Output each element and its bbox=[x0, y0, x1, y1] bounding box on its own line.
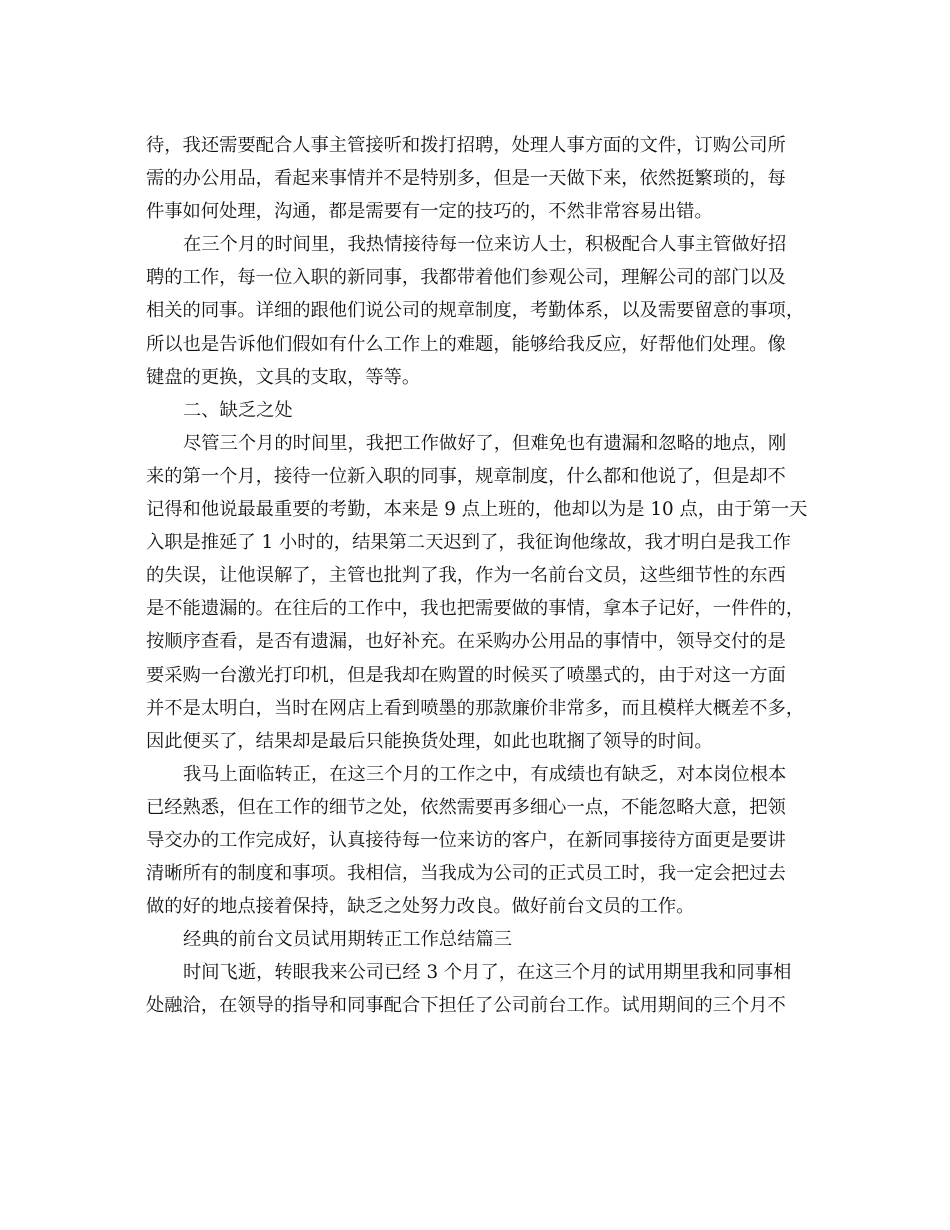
paragraph-line: 来的第一个月，接待一位新入职的同事，规章制度，什么都和他说了，但是却不 bbox=[146, 465, 786, 487]
paragraph-line: 件事如何处理，沟通，都是需要有一定的技巧的，不然非常容易出错。 bbox=[146, 201, 713, 223]
paragraph-line: 做的好的地点接着保持，缺乏之处努力改良。做好前台文员的工作。 bbox=[146, 896, 695, 918]
paragraph-line: 需的办公用品，看起来事情并不是特别多，但是一天做下来，依然挺繁琐的，每 bbox=[146, 168, 786, 190]
paragraph-line: 并不是太明白，当时在网店上看到喷墨的那款廉价非常多，而且模样大概差不多， bbox=[146, 697, 805, 719]
paragraph-line: 入职是推延了 1 小时的，结果第二天迟到了，我征询他缘故，我才明白是我工作 bbox=[146, 532, 791, 554]
paragraph-line: 在三个月的时间里，我热情接待每一位来访人士，积极配合人事主管做好招 bbox=[183, 234, 787, 256]
paragraph-line: 待，我还需要配合人事主管接听和拨打招聘，处理人事方面的文件，订购公司所 bbox=[146, 135, 786, 156]
paragraph-line: 按顺序查看，是否有遗漏，也好补充。在采购办公用品的事情中，领导交付的是 bbox=[146, 631, 786, 653]
paragraph-line: 记得和他说最最重要的考勤，本来是 9 点上班的，他却以为是 10 点，由于第一天 bbox=[146, 499, 808, 521]
paragraph-line: 清晰所有的制度和事项。我相信，当我成为公司的正式员工时，我一定会把过去 bbox=[146, 863, 786, 885]
paragraph-line: 相关的同事。详细的跟他们说公司的规章制度，考勤体系，以及需要留意的事项， bbox=[146, 300, 805, 322]
paragraph-line: 键盘的更换，文具的支取，等等。 bbox=[146, 366, 421, 388]
paragraph-line: 我马上面临转正，在这三个月的工作之中，有成绩也有缺乏，对本岗位根本 bbox=[183, 763, 787, 785]
paragraph-line: 导交办的工作完成好，认真接待每一位来访的客户，在新同事接待方面更是要讲 bbox=[146, 829, 786, 851]
document-body bbox=[146, 129, 806, 1023]
paragraph-line: 是不能遗漏的。在往后的工作中，我也把需要做的事情，拿本子记好，一件件的， bbox=[146, 598, 805, 620]
paragraph-line: 要采购一台激光打印机，但是我却在购置的时候买了喷墨式的，由于对这一方面 bbox=[146, 664, 786, 686]
section-heading: 二、缺乏之处 bbox=[183, 399, 293, 421]
paragraph-line: 时间飞逝，转眼我来公司已经 3 个月了，在这三个月的试用期里我和同事相 bbox=[183, 962, 792, 984]
paragraph-line: 的失误，让他误解了，主管也批判了我，作为一名前台文员，这些细节性的东西 bbox=[146, 565, 786, 587]
paragraph-line: 聘的工作，每一位入职的新同事，我都带着他们参观公司，理解公司的部门以及 bbox=[146, 267, 786, 289]
paragraph-line: 所以也是告诉他们假如有什么工作上的难题，能够给我反应，好帮他们处理。像 bbox=[146, 333, 786, 355]
paragraph-line: 尽管三个月的时间里，我把工作做好了，但难免也有遗漏和忽略的地点，刚 bbox=[183, 432, 787, 454]
paragraph-line: 因此便买了，结果却是最后只能换货处理，如此也耽搁了领导的时间。 bbox=[146, 730, 713, 752]
article-heading: 经典的前台文员试用期转正工作总结篇三 bbox=[183, 929, 513, 951]
paragraph-line: 处融洽，在领导的指导和同事配合下担任了公司前台工作。试用期间的三个月不 bbox=[146, 995, 786, 1017]
paragraph-line: 已经熟悉，但在工作的细节之处，依然需要再多细心一点，不能忽略大意，把领 bbox=[146, 796, 786, 818]
